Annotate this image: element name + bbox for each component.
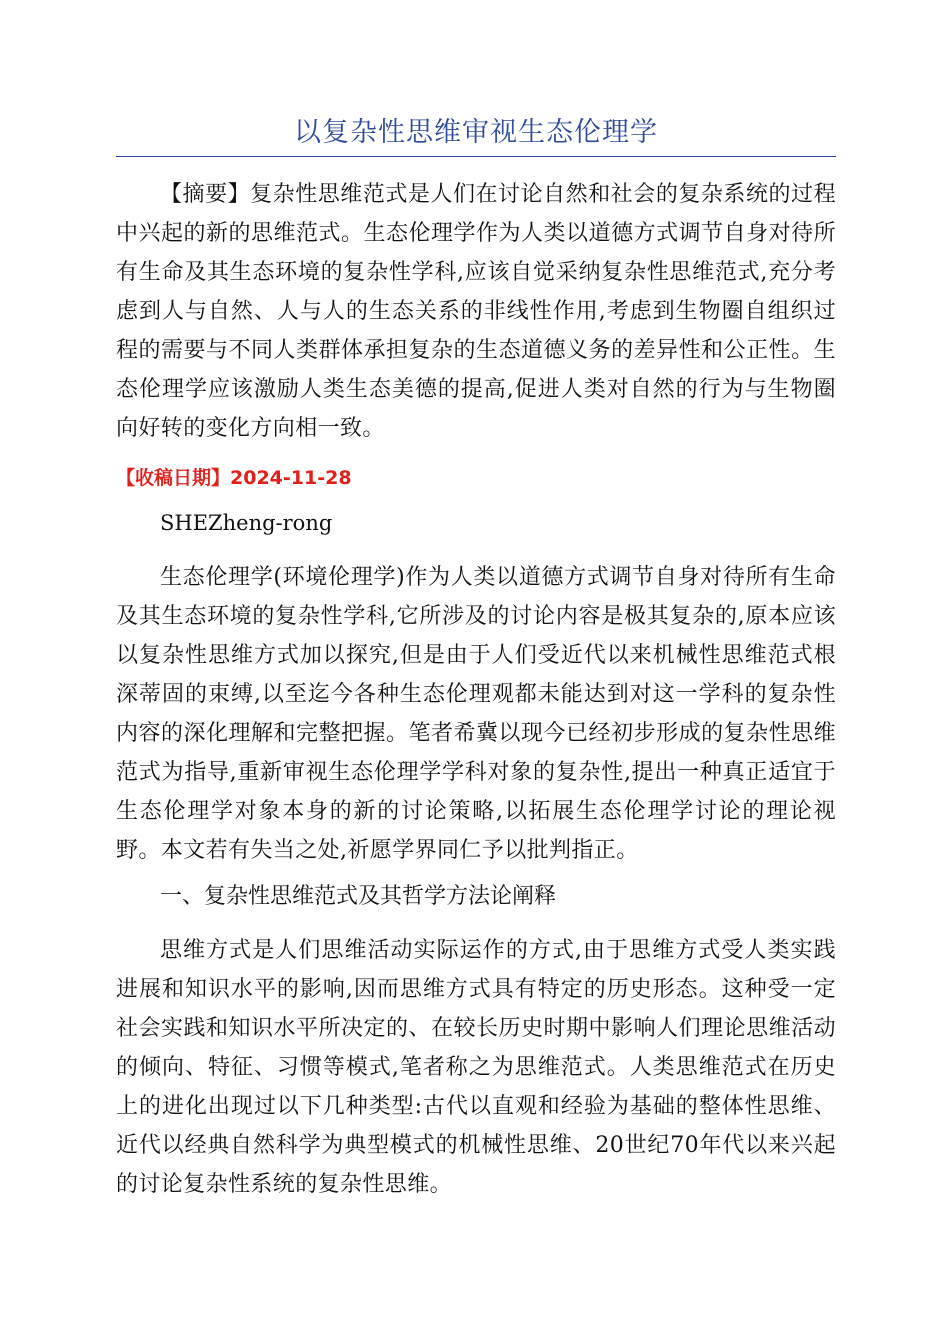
abstract-paragraph: 【摘要】复杂性思维范式是人们在讨论自然和社会的复杂系统的过程中兴起的新的思维范式。生态伦理学作为人类以道德方式调节自身对待所有生命及其生态环境的复杂性学科,应该自觉采纳复杂性思维范式,充分考虑到人与自然、人与人的生态关系的非线性作用,考虑到生物圈自组织过程的需要与不同人类群体承担复杂的生态道德义务的差异性和公正性。生态伦理学应该激励人类生态美德的提高,促进人类对自然的行为与生物圈向好转的变化方向相一致。 [116,182,836,441]
document-title: 以复杂性思维审视生态伦理学 [294,117,658,148]
section-heading-1: 一、复杂性思维范式及其哲学方法论阐释 [160,884,557,909]
title-underline [116,156,836,157]
author-name: SHEZheng-rong [160,511,333,535]
received-label: 【收稿日期】 [116,467,231,489]
received-date: 2024-11-28 [230,467,352,489]
body-paragraph-1: 生态伦理学(环境伦理学)作为人类以道德方式调节自身对待所有生命及其生态环境的复杂性学科,它所涉及的讨论内容是极其复杂的,原本应该以复杂性思维方式加以探究,但是由于人们受近代以来机械性思维范式根深蒂固的束缚,以至迄今各种生态伦理观都未能达到对这一学科的复杂性内容的深化理解和完整把握。笔者希冀以现今已经初步形成的复杂性思维范式为指导,重新审视生态伦理学学科对象的复杂性,提出一种真正适宜于生态伦理学对象本身的新的讨论策略,以拓展生态伦理学讨论的理论视野。本文若有失当之处,祈愿学界同仁予以批判指正。 [116,565,836,863]
body-paragraph-2: 思维方式是人们思维活动实际运作的方式,由于思维方式受人类实践进展和知识水平的影响,因而思维方式具有特定的历史形态。这种受一定社会实践和知识水平所决定的、在较长历史时期中影响人们理论思维活动的倾向、特征、习惯等模式,笔者称之为思维范式。人类思维范式在历史上的进化出现过以下几种类型:古代以直观和经验为基础的整体性思维、近代以经典自然科学为典型模式的机械性思维、20世纪70年代以来兴起的讨论复杂性系统的复杂性思维。 [116,938,836,1197]
received-date-line [116,460,352,496]
